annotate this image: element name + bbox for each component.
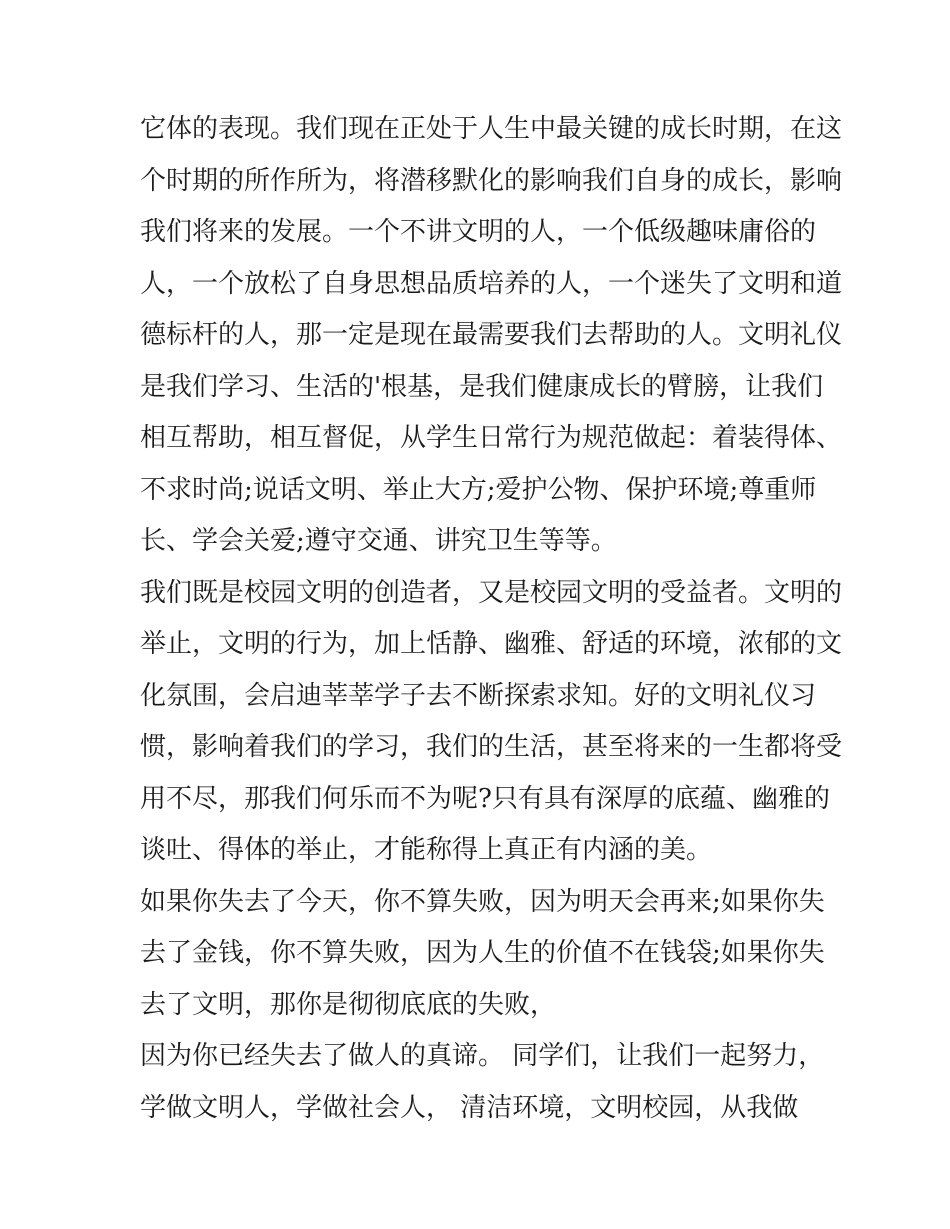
text-line: 因为你已经失去了做人的真谛。 同学们，让我们一起努力， <box>140 1041 825 1071</box>
text-line: 学做文明人，学做社会人， 清洁环境，文明校园，从我做 <box>140 1092 799 1123</box>
text-line: 惯，影响着我们的学习，我们的生活，甚至将来的一生都将受 <box>140 732 843 762</box>
text-line: 德标杆的人，那一定是现在最需要我们去帮助的人。文明礼仪 <box>140 320 843 350</box>
text-line: 相互帮助，相互督促，从学生日常行为规范做起：着装得体、 <box>140 423 843 453</box>
text-line: 是我们学习、生活的'根基，是我们健康成长的臂膀，让我们 <box>140 371 824 402</box>
text-line: 如果你失去了今天，你不算失败，因为明天会再来;如果你失 <box>140 886 825 917</box>
text-line: 举止，文明的行为，加上恬静、幽雅、舒适的环境，浓郁的文 <box>140 629 843 659</box>
text-line: 长、学会关爱;遵守交通、讲究卫生等等。 <box>140 526 617 556</box>
text-line: 去了金钱，你不算失败，因为人生的价值不在钱袋;如果你失 <box>140 938 825 968</box>
text-line: 不求时尚;说话文明、举止大方;爱护公物、保护环境;尊重师 <box>140 474 817 505</box>
text-line: 个时期的所作所为，将潜移默化的影响我们自身的成长，影响 <box>140 165 843 196</box>
text-line: 人，一个放松了自身思想品质培养的人，一个迷失了文明和道 <box>140 268 843 299</box>
text-line: 它体的表现。我们现在正处于人生中最关键的成长时期，在这 <box>140 114 843 144</box>
text-line: 化氛围，会启迪莘莘学子去不断探索求知。好的文明礼仪习 <box>140 680 817 711</box>
text-line: 我们将来的发展。一个不讲文明的人，一个低级趣味庸俗的 <box>140 217 817 247</box>
document-body <box>140 104 843 1134</box>
text-line: 谈吐、得体的举止，才能称得上真正有内涵的美。 <box>140 835 713 865</box>
text-line: 我们既是校园文明的创造者，又是校园文明的受益者。文明的 <box>140 577 843 608</box>
text-line: 去了文明，那你是彻彻底底的失败， <box>140 989 557 1020</box>
text-line: 用不尽，那我们何乐而不为呢?只有具有深厚的底蕴、幽雅的 <box>140 783 830 814</box>
